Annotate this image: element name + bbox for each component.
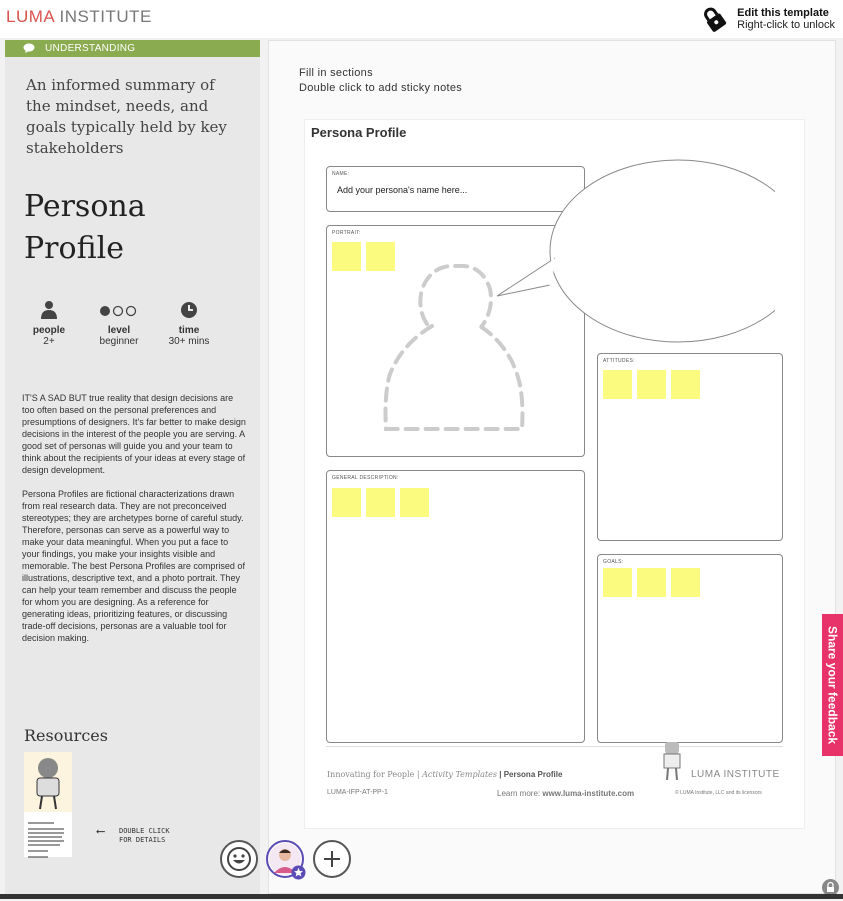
bottom-bar xyxy=(0,894,843,899)
smiley-icon xyxy=(226,846,252,872)
top-bar xyxy=(0,0,843,38)
general-description-section[interactable] xyxy=(326,470,585,743)
stat-label: time xyxy=(165,325,213,336)
section-label: NAME: xyxy=(332,171,349,177)
share-feedback-tab[interactable] xyxy=(822,614,843,756)
stat-level xyxy=(95,300,143,347)
person-icon xyxy=(40,300,58,320)
sticky-note[interactable] xyxy=(332,488,361,517)
plus-icon xyxy=(322,849,342,869)
sticky-note[interactable] xyxy=(637,370,666,399)
speech-bubble xyxy=(495,158,775,348)
sticky-note[interactable] xyxy=(671,568,700,597)
unlock-title: Edit this template xyxy=(737,7,835,19)
sticky-note[interactable] xyxy=(603,568,632,597)
category-label: UNDERSTANDING xyxy=(45,43,135,54)
category-bar xyxy=(5,40,260,57)
reaction-button[interactable] xyxy=(220,840,258,878)
footer-text: | Persona Profile xyxy=(497,770,562,779)
unlock-subtitle: Right-click to unlock xyxy=(737,19,835,31)
instruction-line: Fill in sections xyxy=(299,66,462,81)
logo-luma-text: LUMA xyxy=(6,7,54,26)
footer-brand: LUMA INSTITUTE xyxy=(691,769,780,780)
stat-value: 30+ mins xyxy=(165,336,213,347)
section-label: ATTITUDES: xyxy=(603,358,635,364)
template-code: LUMA-IFP-AT-PP-1 xyxy=(327,789,388,796)
learn-more xyxy=(497,789,634,798)
sticky-note[interactable] xyxy=(603,370,632,399)
lock-icon xyxy=(699,4,729,34)
description-paragraph: Persona Profiles are fictional characterizations drawn from real research data. They are not preconceived stereotypes; they are archetypes borne of careful study. Therefore, personas can serve as a powerful way to make your data meaningful. When you put a face to your findings, you make your insights visible and memorable. The best Persona Profiles are comprised of illustrations, descriptive text, and a photo portrait. They can help your team remember and discuss the people for whom you are designing. As a reference for generating ideas, prioritizing features, or discussing trade-off decisions, personas are a valuable tool for decision making. xyxy=(22,488,248,644)
speech-bubble-icon xyxy=(23,43,35,54)
document-lines-icon xyxy=(24,817,72,862)
sticky-note[interactable] xyxy=(637,568,666,597)
instruction-line: Double click to add sticky notes xyxy=(299,81,462,96)
name-field[interactable]: Add your persona's name here... xyxy=(337,185,467,195)
section-label: PORTRAIT: xyxy=(332,230,361,236)
sticky-note[interactable] xyxy=(332,242,361,271)
arrow-left-icon: ⟵ xyxy=(97,827,104,836)
canvas-instructions xyxy=(299,66,462,96)
stat-label: people xyxy=(25,325,73,336)
hint-line: DOUBLE CLICK xyxy=(119,827,170,836)
logo-institute-text: INSTITUTE xyxy=(54,7,152,26)
stat-value: 2+ xyxy=(25,336,73,347)
template-canvas[interactable] xyxy=(268,40,836,894)
sheet-title: Persona Profile xyxy=(311,125,406,140)
method-description xyxy=(22,392,248,656)
footer-divider xyxy=(326,746,783,747)
unlock-template-control[interactable] xyxy=(699,4,835,34)
hint-line: FOR DETAILS xyxy=(119,836,170,845)
sticky-note[interactable] xyxy=(366,488,395,517)
resources-heading: Resources xyxy=(24,726,108,745)
feedback-label: Share your feedback xyxy=(826,626,840,744)
stat-people xyxy=(25,300,73,347)
left-info-panel xyxy=(5,40,260,895)
user-avatar-button[interactable] xyxy=(266,840,304,878)
method-summary: An informed summary of the mindset, needs, and goals typically held by key stakeholders xyxy=(26,75,236,159)
copyright: © LUMA Institute, LLC and its licensors xyxy=(675,790,762,796)
stat-time xyxy=(165,300,213,347)
clock-icon xyxy=(180,300,198,320)
method-title: Persona Profile xyxy=(24,186,184,270)
description-paragraph: IT'S A SAD BUT true reality that design decisions are too often based on the personal preferences and presumptions of designers. It's far better to make design decisions in the interest of the people you are serving. A good set of personas will guide you and your team to think about the recipients of your ideas at every stage of design development. xyxy=(22,392,248,476)
resource-thumbnail[interactable] xyxy=(24,752,72,857)
footer-series xyxy=(327,770,562,779)
add-button[interactable] xyxy=(313,840,351,878)
section-label: GENERAL DESCRIPTION: xyxy=(332,475,399,481)
learn-more-label: Learn more: xyxy=(497,789,542,798)
mascot-illustration-icon xyxy=(657,740,687,782)
stat-value: beginner xyxy=(95,336,143,347)
sticky-note[interactable] xyxy=(671,370,700,399)
luma-logo xyxy=(6,7,152,27)
stat-label: level xyxy=(95,325,143,336)
level-dots-icon xyxy=(99,300,139,320)
footer-text: Activity Templates xyxy=(422,770,497,779)
method-stats xyxy=(25,300,213,347)
persona-illustration-icon xyxy=(24,752,72,812)
footer-text: Innovating for People | xyxy=(327,770,422,779)
learn-more-link[interactable]: www.luma-institute.com xyxy=(542,789,634,798)
goals-section[interactable] xyxy=(597,554,783,743)
attitudes-section[interactable] xyxy=(597,353,783,541)
star-badge-icon xyxy=(291,865,306,880)
double-click-hint xyxy=(97,827,170,845)
sticky-note[interactable] xyxy=(400,488,429,517)
section-label: GOALS: xyxy=(603,559,623,565)
persona-profile-sheet[interactable] xyxy=(304,119,805,829)
